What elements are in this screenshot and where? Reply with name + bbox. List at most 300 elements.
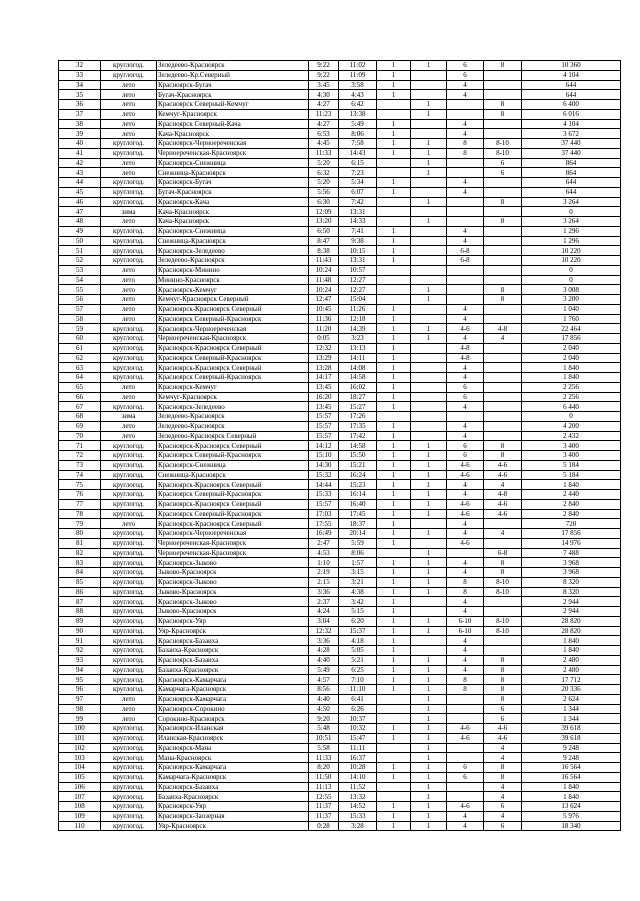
cars-b-cell: 8-10 <box>484 139 522 149</box>
table-row <box>59 509 621 519</box>
total-cell: 10 220 <box>522 256 621 266</box>
season-cell: круглогод. <box>101 509 157 519</box>
count-a-cell: 1 <box>377 148 411 158</box>
table-row <box>59 129 621 139</box>
total-cell: 22 464 <box>522 324 621 334</box>
season-cell: круглогод. <box>101 587 157 597</box>
route-cell: Сорокино-Красноярск <box>157 714 309 724</box>
cars-b-cell: 4-6 <box>484 733 522 743</box>
table-row <box>59 636 621 646</box>
count-b-cell: 1 <box>411 665 447 675</box>
route-cell: Уяр-Красноярск <box>157 821 309 831</box>
arrival-time-cell: 7:23 <box>339 168 377 178</box>
cars-b-cell: 8 <box>484 675 522 685</box>
route-cell: Камарчага-Красноярск <box>157 685 309 695</box>
route-cell: Камарчага-Красноярск <box>157 772 309 782</box>
route-cell: Красноярск-Красноярск Северный <box>157 499 309 509</box>
table-row <box>59 421 621 431</box>
arrival-time-cell: 8:06 <box>339 129 377 139</box>
count-a-cell: 1 <box>377 178 411 188</box>
table-row <box>59 353 621 363</box>
row-number: 76 <box>59 490 101 500</box>
table-row <box>59 90 621 100</box>
departure-time-cell: 12:09 <box>309 207 339 217</box>
departure-time-cell: 5:20 <box>309 178 339 188</box>
count-a-cell: 1 <box>377 597 411 607</box>
departure-time-cell: 15:32 <box>309 470 339 480</box>
arrival-time-cell: 6:07 <box>339 187 377 197</box>
arrival-time-cell: 17:42 <box>339 431 377 441</box>
count-a-cell <box>377 295 411 305</box>
route-cell: Красноярск-Снежница <box>157 158 309 168</box>
arrival-time-cell: 13:32 <box>339 792 377 802</box>
cars-a-cell <box>447 100 484 110</box>
table-row <box>59 168 621 178</box>
count-a-cell: 1 <box>377 460 411 470</box>
cars-a-cell: 4 <box>447 236 484 246</box>
table-row <box>59 548 621 558</box>
total-cell: 1 840 <box>522 636 621 646</box>
arrival-time-cell: 8:06 <box>339 548 377 558</box>
cars-a-cell <box>447 694 484 704</box>
route-cell: Красноярск Северный-Красноярск <box>157 509 309 519</box>
route-cell: Бугач-Красноярск <box>157 90 309 100</box>
cars-b-cell <box>484 90 522 100</box>
schedule-table-body <box>59 61 621 831</box>
count-b-cell: 1 <box>411 772 447 782</box>
route-cell: Красноярск-Минино <box>157 265 309 275</box>
row-number: 71 <box>59 441 101 451</box>
count-a-cell <box>377 207 411 217</box>
row-number: 40 <box>59 139 101 149</box>
count-b-cell: 1 <box>411 217 447 227</box>
cars-a-cell: 4-8 <box>447 343 484 353</box>
row-number: 97 <box>59 694 101 704</box>
route-cell: Красноярск-Бугач <box>157 178 309 188</box>
cars-a-cell: 6-8 <box>447 256 484 266</box>
departure-time-cell: 11:37 <box>309 811 339 821</box>
season-cell: лето <box>101 285 157 295</box>
total-cell: 2 840 <box>522 509 621 519</box>
route-cell: Зеледеево-Кр.Северный <box>157 70 309 80</box>
cars-a-cell <box>447 743 484 753</box>
season-cell: круглогод. <box>101 548 157 558</box>
count-b-cell: 1 <box>411 61 447 71</box>
cars-b-cell: 8 <box>484 568 522 578</box>
departure-time-cell: 4:24 <box>309 607 339 617</box>
route-cell: Иланская-Красноярск <box>157 733 309 743</box>
cars-a-cell <box>447 714 484 724</box>
table-row <box>59 519 621 529</box>
total-cell: 37 440 <box>522 139 621 149</box>
season-cell: лето <box>101 275 157 285</box>
table-row <box>59 665 621 675</box>
cars-a-cell: 4 <box>447 373 484 383</box>
count-a-cell: 1 <box>377 382 411 392</box>
departure-time-cell: 3:45 <box>309 80 339 90</box>
season-cell: круглогод. <box>101 636 157 646</box>
season-cell: лето <box>101 519 157 529</box>
cars-b-cell <box>484 207 522 217</box>
departure-time-cell: 15:57 <box>309 499 339 509</box>
season-cell: лето <box>101 382 157 392</box>
count-b-cell: 1 <box>411 724 447 734</box>
table-row <box>59 100 621 110</box>
total-cell: 8 320 <box>522 577 621 587</box>
table-row <box>59 724 621 734</box>
cars-a-cell <box>447 168 484 178</box>
row-number: 62 <box>59 353 101 363</box>
season-cell: лето <box>101 217 157 227</box>
table-row <box>59 275 621 285</box>
departure-time-cell: 4:40 <box>309 694 339 704</box>
count-b-cell: 1 <box>411 285 447 295</box>
count-b-cell <box>411 90 447 100</box>
row-number: 94 <box>59 665 101 675</box>
departure-time-cell: 12:32 <box>309 626 339 636</box>
cars-a-cell: 4 <box>447 314 484 324</box>
cars-b-cell: 8 <box>484 61 522 71</box>
total-cell: 14 976 <box>522 538 621 548</box>
table-row <box>59 304 621 314</box>
departure-time-cell: 5:58 <box>309 743 339 753</box>
arrival-time-cell: 7:42 <box>339 197 377 207</box>
count-a-cell: 1 <box>377 139 411 149</box>
arrival-time-cell: 11:10 <box>339 685 377 695</box>
arrival-time-cell: 9:38 <box>339 236 377 246</box>
table-row <box>59 392 621 402</box>
arrival-time-cell: 6:26 <box>339 704 377 714</box>
table-row <box>59 324 621 334</box>
season-cell: лето <box>101 109 157 119</box>
count-a-cell: 1 <box>377 334 411 344</box>
route-cell: Зеледеево-Красноярск <box>157 412 309 422</box>
count-a-cell: 1 <box>377 363 411 373</box>
arrival-time-cell: 12:18 <box>339 314 377 324</box>
count-b-cell: 1 <box>411 109 447 119</box>
route-cell: Красноярск Северный-Красноярск <box>157 373 309 383</box>
table-row <box>59 587 621 597</box>
table-row <box>59 577 621 587</box>
cars-a-cell: 4 <box>447 90 484 100</box>
departure-time-cell: 4:27 <box>309 100 339 110</box>
arrival-time-cell: 6:25 <box>339 665 377 675</box>
count-b-cell <box>411 421 447 431</box>
count-a-cell: 1 <box>377 568 411 578</box>
cars-a-cell: 4-6 <box>447 324 484 334</box>
row-number: 75 <box>59 480 101 490</box>
season-cell: круглогод. <box>101 324 157 334</box>
season-cell: зима <box>101 207 157 217</box>
total-cell: 3 264 <box>522 197 621 207</box>
count-b-cell: 1 <box>411 499 447 509</box>
cars-a-cell: 6-10 <box>447 626 484 636</box>
season-cell: круглогод. <box>101 558 157 568</box>
arrival-time-cell: 20:14 <box>339 529 377 539</box>
table-row <box>59 568 621 578</box>
route-cell: Красноярск-Красноярск Северный <box>157 363 309 373</box>
table-row <box>59 197 621 207</box>
count-a-cell: 1 <box>377 441 411 451</box>
departure-time-cell: 13:20 <box>309 217 339 227</box>
count-b-cell: 1 <box>411 158 447 168</box>
cars-b-cell <box>484 304 522 314</box>
count-a-cell: 1 <box>377 236 411 246</box>
cars-b-cell: 4-8 <box>484 490 522 500</box>
arrival-time-cell: 17:45 <box>339 509 377 519</box>
total-cell: 2 432 <box>522 431 621 441</box>
season-cell: круглогод. <box>101 353 157 363</box>
cars-a-cell: 4-6 <box>447 460 484 470</box>
table-row <box>59 499 621 509</box>
cars-b-cell: 8 <box>484 558 522 568</box>
departure-time-cell: 3:36 <box>309 587 339 597</box>
cars-b-cell <box>484 265 522 275</box>
total-cell: 0 <box>522 207 621 217</box>
cars-b-cell <box>484 256 522 266</box>
cars-b-cell <box>484 119 522 129</box>
row-number: 79 <box>59 519 101 529</box>
count-b-cell: 1 <box>411 802 447 812</box>
departure-time-cell: 11:33 <box>309 753 339 763</box>
cars-a-cell: 4 <box>447 187 484 197</box>
departure-time-cell: 5:20 <box>309 158 339 168</box>
row-number: 89 <box>59 616 101 626</box>
row-number: 110 <box>59 821 101 831</box>
table-row <box>59 655 621 665</box>
count-b-cell <box>411 275 447 285</box>
cars-a-cell: 8 <box>447 139 484 149</box>
arrival-time-cell: 16:02 <box>339 382 377 392</box>
count-a-cell: 1 <box>377 655 411 665</box>
route-cell: Кача-Красноярск <box>157 129 309 139</box>
season-cell: круглогод. <box>101 226 157 236</box>
arrival-time-cell: 6:15 <box>339 158 377 168</box>
cars-b-cell <box>484 412 522 422</box>
row-number: 92 <box>59 646 101 656</box>
cars-b-cell: 8 <box>484 763 522 773</box>
route-cell: Мана-Красноярск <box>157 753 309 763</box>
arrival-time-cell: 15:27 <box>339 402 377 412</box>
table-row <box>59 139 621 149</box>
table-row <box>59 295 621 305</box>
row-number: 67 <box>59 402 101 412</box>
total-cell: 644 <box>522 178 621 188</box>
arrival-time-cell: 18:37 <box>339 519 377 529</box>
row-number: 109 <box>59 811 101 821</box>
table-row <box>59 178 621 188</box>
arrival-time-cell: 4:38 <box>339 587 377 597</box>
season-cell: круглогод. <box>101 139 157 149</box>
departure-time-cell: 15:57 <box>309 431 339 441</box>
cars-a-cell: 4 <box>447 636 484 646</box>
row-number: 58 <box>59 314 101 324</box>
arrival-time-cell: 16:37 <box>339 753 377 763</box>
arrival-time-cell: 14:58 <box>339 441 377 451</box>
total-cell: 2 440 <box>522 490 621 500</box>
row-number: 78 <box>59 509 101 519</box>
cars-a-cell: 4 <box>447 558 484 568</box>
count-b-cell <box>411 187 447 197</box>
row-number: 86 <box>59 587 101 597</box>
route-cell: Красноярск-Базаиха <box>157 782 309 792</box>
count-b-cell <box>411 538 447 548</box>
cars-b-cell: 6 <box>484 714 522 724</box>
cars-b-cell: 4 <box>484 480 522 490</box>
count-b-cell <box>411 246 447 256</box>
route-cell: Красноярск-Зеледеево <box>157 402 309 412</box>
cars-b-cell <box>484 343 522 353</box>
row-number: 39 <box>59 129 101 139</box>
count-a-cell <box>377 109 411 119</box>
season-cell: круглогод. <box>101 597 157 607</box>
row-number: 45 <box>59 187 101 197</box>
count-a-cell: 1 <box>377 636 411 646</box>
arrival-time-cell: 3:21 <box>339 577 377 587</box>
row-number: 103 <box>59 753 101 763</box>
table-row <box>59 538 621 548</box>
cars-b-cell: 6 <box>484 168 522 178</box>
row-number: 98 <box>59 704 101 714</box>
cars-b-cell: 4 <box>484 792 522 802</box>
count-b-cell <box>411 304 447 314</box>
row-number: 91 <box>59 636 101 646</box>
departure-time-cell: 11:13 <box>309 782 339 792</box>
cars-b-cell <box>484 538 522 548</box>
season-cell: круглогод. <box>101 665 157 675</box>
route-cell: Красноярск-Черноереченская <box>157 139 309 149</box>
count-b-cell: 1 <box>411 139 447 149</box>
total-cell: 0 <box>522 265 621 275</box>
table-row <box>59 597 621 607</box>
route-cell: Красноярск-Зыково <box>157 558 309 568</box>
table-row <box>59 148 621 158</box>
count-a-cell: 1 <box>377 431 411 441</box>
total-cell: 17 856 <box>522 529 621 539</box>
season-cell: круглогод. <box>101 577 157 587</box>
cars-a-cell <box>447 753 484 763</box>
season-cell: лето <box>101 100 157 110</box>
arrival-time-cell: 5:34 <box>339 178 377 188</box>
count-a-cell <box>377 197 411 207</box>
arrival-time-cell: 5:21 <box>339 655 377 665</box>
count-b-cell <box>411 382 447 392</box>
row-number: 47 <box>59 207 101 217</box>
table-row <box>59 334 621 344</box>
count-a-cell: 1 <box>377 538 411 548</box>
total-cell: 1 344 <box>522 704 621 714</box>
arrival-time-cell: 14:10 <box>339 772 377 782</box>
route-cell: Минино-Красноярск <box>157 275 309 285</box>
cars-b-cell: 8 <box>484 772 522 782</box>
departure-time-cell: 11:48 <box>309 275 339 285</box>
row-number: 104 <box>59 763 101 773</box>
departure-time-cell: 8:38 <box>309 246 339 256</box>
season-cell: круглогод. <box>101 529 157 539</box>
cars-a-cell: 4 <box>447 226 484 236</box>
count-b-cell <box>411 353 447 363</box>
arrival-time-cell: 13:31 <box>339 207 377 217</box>
arrival-time-cell: 15:50 <box>339 451 377 461</box>
cars-a-cell: 4 <box>447 655 484 665</box>
count-b-cell <box>411 314 447 324</box>
total-cell: 1 840 <box>522 792 621 802</box>
cars-b-cell: 8 <box>484 655 522 665</box>
cars-a-cell <box>447 548 484 558</box>
arrival-time-cell: 14:33 <box>339 217 377 227</box>
table-row <box>59 480 621 490</box>
cars-a-cell: 8 <box>447 675 484 685</box>
total-cell: 2 480 <box>522 655 621 665</box>
count-b-cell: 1 <box>411 548 447 558</box>
departure-time-cell: 4:50 <box>309 704 339 714</box>
cars-b-cell: 8 <box>484 685 522 695</box>
row-number: 108 <box>59 802 101 812</box>
count-b-cell <box>411 373 447 383</box>
cars-b-cell: 6 <box>484 158 522 168</box>
departure-time-cell: 13:45 <box>309 402 339 412</box>
cars-a-cell: 6 <box>447 61 484 71</box>
total-cell: 1 840 <box>522 782 621 792</box>
season-cell: круглогод. <box>101 460 157 470</box>
route-cell: Красноярск-Зеледеево <box>157 246 309 256</box>
count-b-cell <box>411 129 447 139</box>
cars-a-cell: 4 <box>447 519 484 529</box>
count-b-cell: 1 <box>411 558 447 568</box>
schedule-table <box>58 60 621 831</box>
cars-b-cell <box>484 392 522 402</box>
count-b-cell: 1 <box>411 704 447 714</box>
cars-b-cell <box>484 226 522 236</box>
table-row <box>59 529 621 539</box>
table-row <box>59 109 621 119</box>
cars-a-cell: 6-8 <box>447 246 484 256</box>
count-a-cell <box>377 714 411 724</box>
cars-a-cell <box>447 217 484 227</box>
count-a-cell: 1 <box>377 343 411 353</box>
row-number: 61 <box>59 343 101 353</box>
route-cell: Красноярск Северный-Кача <box>157 119 309 129</box>
table-row <box>59 733 621 743</box>
departure-time-cell: 8:47 <box>309 236 339 246</box>
season-cell: круглогод. <box>101 607 157 617</box>
total-cell: 37 440 <box>522 148 621 158</box>
arrival-time-cell: 11:02 <box>339 61 377 71</box>
route-cell: Базаиха-Красноярск <box>157 646 309 656</box>
cars-a-cell: 4 <box>447 80 484 90</box>
row-number: 63 <box>59 363 101 373</box>
arrival-time-cell: 14:43 <box>339 148 377 158</box>
cars-b-cell <box>484 519 522 529</box>
total-cell: 1 296 <box>522 226 621 236</box>
cars-a-cell: 4-6 <box>447 733 484 743</box>
total-cell: 1 296 <box>522 236 621 246</box>
cars-a-cell <box>447 275 484 285</box>
cars-b-cell <box>484 129 522 139</box>
row-number: 84 <box>59 568 101 578</box>
count-b-cell <box>411 431 447 441</box>
departure-time-cell: 3:04 <box>309 616 339 626</box>
row-number: 73 <box>59 460 101 470</box>
total-cell: 0 <box>522 275 621 285</box>
arrival-time-cell: 15:04 <box>339 295 377 305</box>
departure-time-cell: 1:10 <box>309 558 339 568</box>
departure-time-cell: 17:03 <box>309 509 339 519</box>
departure-time-cell: 14:17 <box>309 373 339 383</box>
cars-a-cell <box>447 792 484 802</box>
cars-b-cell <box>484 646 522 656</box>
arrival-time-cell: 6:20 <box>339 616 377 626</box>
